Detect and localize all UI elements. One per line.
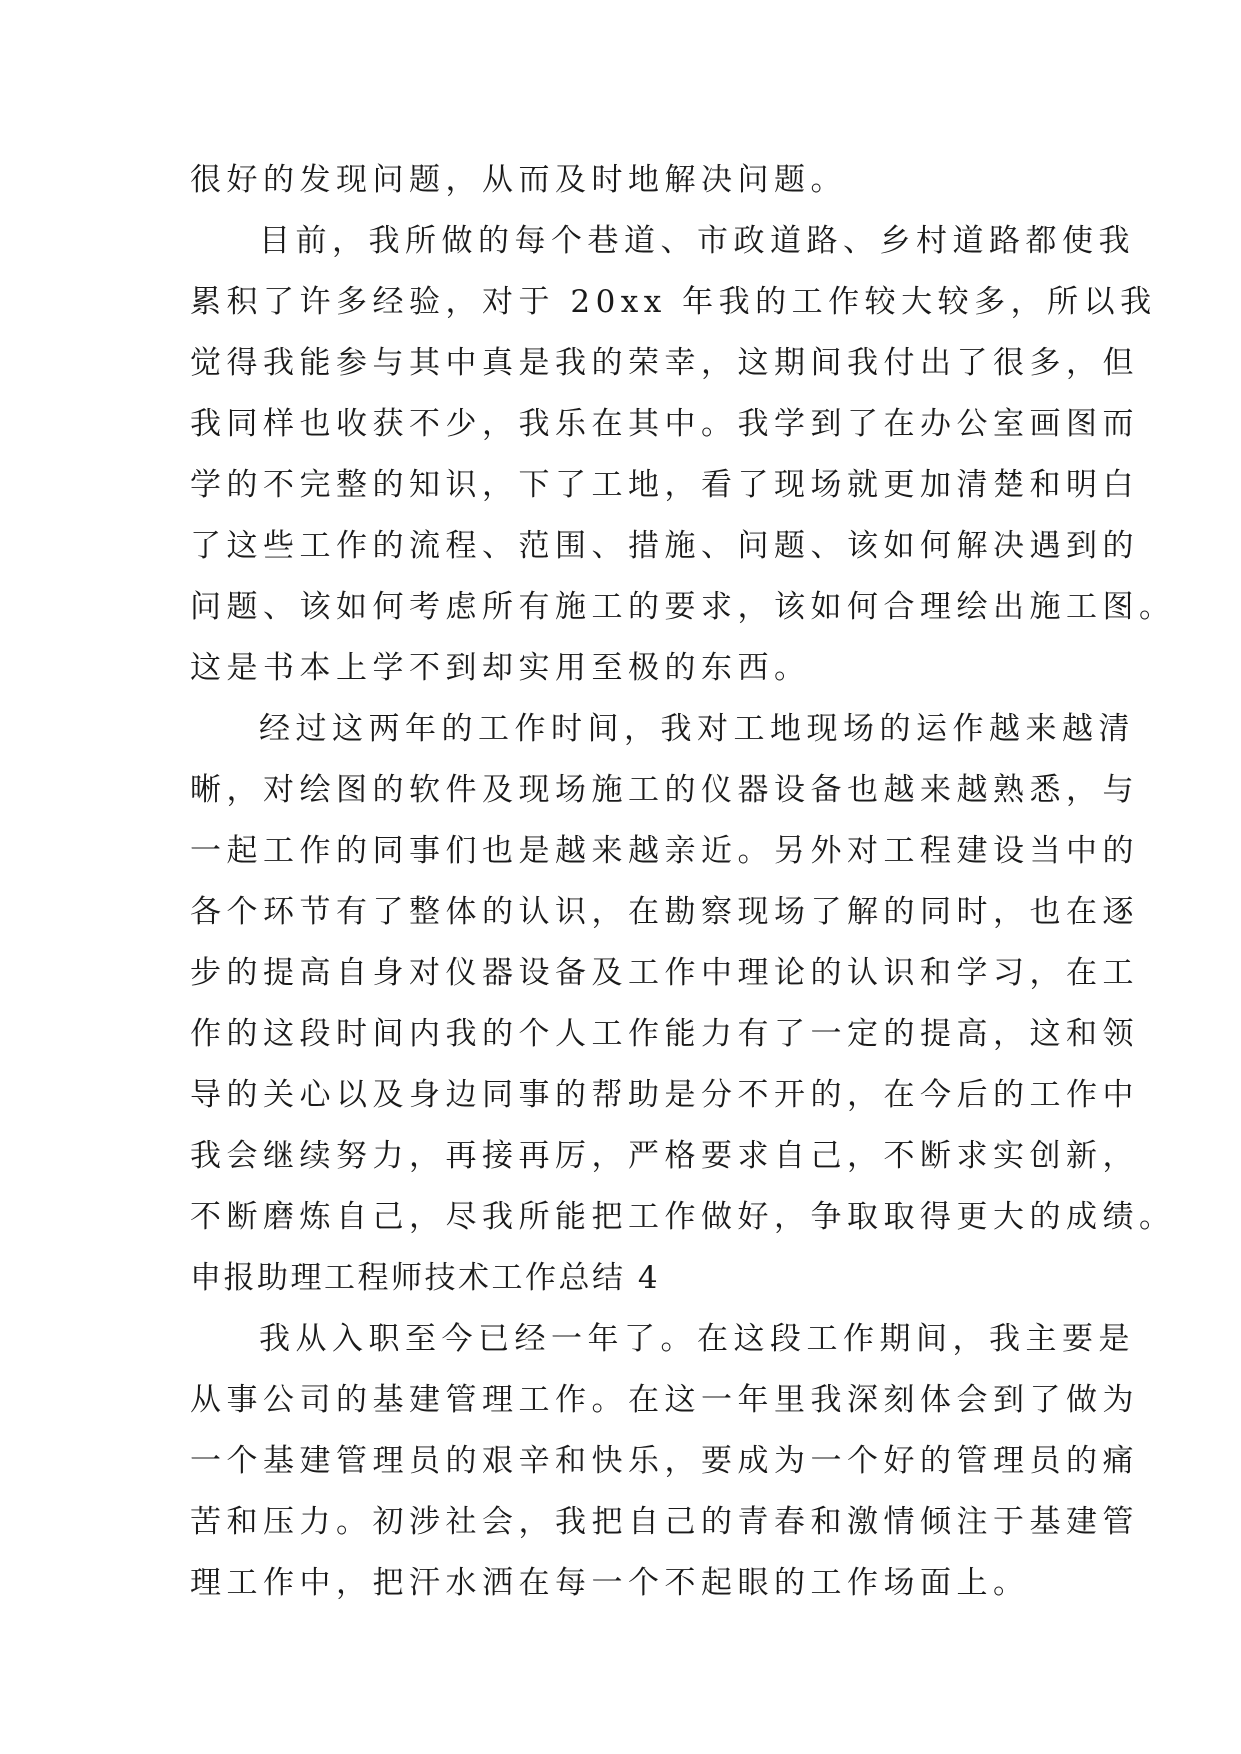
document-body	[190, 150, 1176, 1614]
paragraph-line: 步的提高自身对仪器设备及工作中理论的认识和学习，在工	[190, 955, 1139, 991]
paragraph-line: 晰，对绘图的软件及现场施工的仪器设备也越来越熟悉，与	[190, 772, 1139, 808]
paragraph-line: 很好的发现问题，从而及时地解决问题。	[190, 162, 847, 198]
paragraph-line: 理工作中，把汗水洒在每一个不起眼的工作场面上。	[190, 1565, 1030, 1601]
paragraph-line: 苦和压力。初涉社会，我把自己的青春和激情倾注于基建管	[190, 1504, 1139, 1540]
paragraph-line: 问题、该如何考虑所有施工的要求，该如何合理绘出施工图。	[190, 589, 1176, 625]
paragraph-line: 不断磨炼自己，尽我所能把工作做好，争取取得更大的成绩。	[190, 1199, 1176, 1235]
section-heading: 申报助理工程师技术工作总结 4	[190, 1260, 661, 1296]
paragraph-line: 各个环节有了整体的认识，在勘察现场了解的同时，也在逐	[190, 894, 1139, 930]
paragraph-first-line: 我从入职至今已经一年了。在这段工作期间，我主要是	[259, 1321, 1135, 1357]
paragraph-line: 这是书本上学不到却实用至极的东西。	[190, 650, 811, 686]
paragraph-line: 一个基建管理员的艰辛和快乐，要成为一个好的管理员的痛	[190, 1443, 1139, 1479]
paragraph-line: 了这些工作的流程、范围、措施、问题、该如何解决遇到的	[190, 528, 1139, 564]
paragraph-line: 累积了许多经验，对于 20xx 年我的工作较大较多，所以我	[190, 284, 1157, 320]
paragraph-first-line: 目前，我所做的每个巷道、市政道路、乡村道路都使我	[259, 223, 1135, 259]
paragraph-line: 我同样也收获不少，我乐在其中。我学到了在办公室画图而	[190, 406, 1139, 442]
paragraph-line: 一起工作的同事们也是越来越亲近。另外对工程建设当中的	[190, 833, 1139, 869]
paragraph-first-line: 经过这两年的工作时间，我对工地现场的运作越来越清	[259, 711, 1135, 747]
paragraph-line: 觉得我能参与其中真是我的荣幸，这期间我付出了很多，但	[190, 345, 1139, 381]
paragraph-line: 我会继续努力，再接再厉，严格要求自己，不断求实创新，	[190, 1138, 1139, 1174]
paragraph-line: 从事公司的基建管理工作。在这一年里我深刻体会到了做为	[190, 1382, 1139, 1418]
paragraph-line: 作的这段时间内我的个人工作能力有了一定的提高，这和领	[190, 1016, 1139, 1052]
paragraph-line: 学的不完整的知识，下了工地，看了现场就更加清楚和明白	[190, 467, 1139, 503]
paragraph-line: 导的关心以及身边同事的帮助是分不开的，在今后的工作中	[190, 1077, 1139, 1113]
